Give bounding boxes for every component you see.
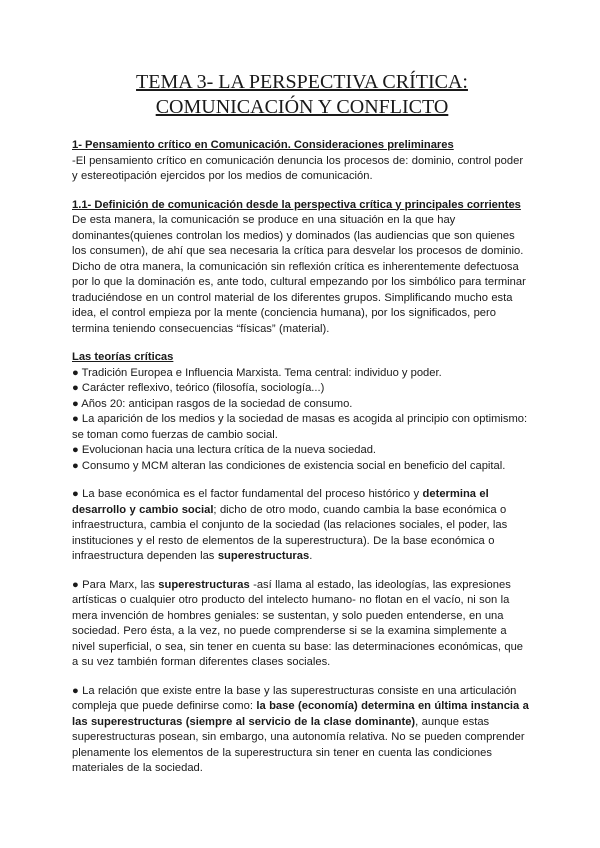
section-1-text: -El pensamiento crítico en comunicación denuncia los procesos de: dominio, control poder y estereotipación ejercidos por los medios de comunicación. bbox=[72, 154, 524, 182]
bold-run: determina el desarrollo y cambio social bbox=[72, 488, 489, 516]
text-run: ● La relación que existe entre la base y las superestructuras consiste en una articulación compleja que puede definirse como: bbox=[72, 684, 517, 712]
paragraph-relacion bbox=[72, 684, 532, 777]
bold-run: la base (economía) determina en última instancia a las superestructuras (siempre al servicio de la clase dominante) bbox=[72, 700, 529, 728]
text-run: ; dicho de otro modo, cuando cambia la base económica o infraestructura, cambia el conjunto de la sociedad (las relaciones sociales, el poder, las instituciones y el resto de elementos de la superestructura). De la base económica o infraestructura dependen las bbox=[72, 503, 508, 562]
paragraph-marx bbox=[72, 578, 532, 671]
section-1 bbox=[72, 138, 532, 185]
text-run: ● La base económica es el factor fundamental del proceso histórico y bbox=[72, 488, 423, 500]
bold-run: superestructuras bbox=[217, 550, 310, 562]
title-line-2: COMUNICACIÓN Y CONFLICTO bbox=[155, 96, 449, 118]
document-page bbox=[72, 70, 532, 790]
title-line-1: TEMA 3- LA PERSPECTIVA CRÍTICA: bbox=[136, 71, 468, 93]
text-run: ● Para Marx, las bbox=[72, 578, 159, 591]
list-item: ● Tradición Europea e Influencia Marxista. Tema central: individuo y poder. bbox=[72, 366, 442, 379]
text-run: , aunque estas superestructuras posean, sin embargo, una autonomía relativa. No se pueden comprender plenamente los elementos de la superestructura sin tener en cuenta las condiciones materiales de la sociedad. bbox=[72, 715, 525, 774]
paragraph-base-economica bbox=[72, 487, 532, 565]
document-title bbox=[72, 70, 532, 120]
list-item: ● Carácter reflexivo, teórico (filosofía, sociología...) bbox=[72, 382, 325, 394]
list-item: ● Años 20: anticipan rasgos de la sociedad de consumo. bbox=[72, 397, 353, 410]
section-teorias bbox=[72, 350, 532, 474]
section-1-1 bbox=[72, 198, 532, 338]
teorias-heading: Las teorías críticas bbox=[72, 351, 174, 363]
list-item: ● Evolucionan hacia una lectura crítica de la nueva sociedad. bbox=[72, 444, 377, 456]
list-item: ● La aparición de los medios y la sociedad de masas es acogida al principio con optimismo: se toman como fuerzas de cambio social. bbox=[72, 413, 528, 441]
text-run: -así llama al estado, las ideologías, las expresiones artísticas o cualquier otro producto del intelecto humano- no flotan en el vacío, ni son la mera invención de hombres geniales: se sustentan, y solo pueden entenderse, en una sociedad. Pero ésta, a la vez, no puede comprenderse si se la examina simplemente a nivel superficial, o sea, sin tener en cuenta su base: las determinaciones económicas, que a su vez también forman diferentes clases sociales. bbox=[72, 578, 524, 668]
list-item: ● Consumo y MCM alteran las condiciones de existencia social en beneficio del capital. bbox=[72, 459, 506, 472]
bold-run: superestructuras bbox=[158, 578, 250, 591]
section-1-heading: 1- Pensamiento crítico en Comunicación. Consideraciones preliminares bbox=[72, 139, 454, 151]
text-run: . bbox=[309, 550, 313, 562]
section-1-1-text: De esta manera, la comunicación se produce en una situación en la que hay dominantes(quienes controlan los medios) y dominados (las audiencias que son quienes los consumen), de ahí que sea necesaria la crítica para desvelar los procesos de dominio. Dicho de otra manera, la comunicación sin reflexión crítica es inherentemente defectuosa por lo que la dominación es, ante todo, cultural empezando por los simbólico para terminar traduciéndose en un control material de los diferentes grupos. Simplificando mucho esta idea, el control empieza por la mente (conciencia humana), por los significados, pero termina teniendo consecuencias “físicas” (material). bbox=[72, 214, 526, 335]
section-1-1-heading: 1.1- Definición de comunicación desde la perspectiva crítica y principales corrientes bbox=[72, 198, 521, 211]
teorias-list bbox=[72, 366, 532, 475]
